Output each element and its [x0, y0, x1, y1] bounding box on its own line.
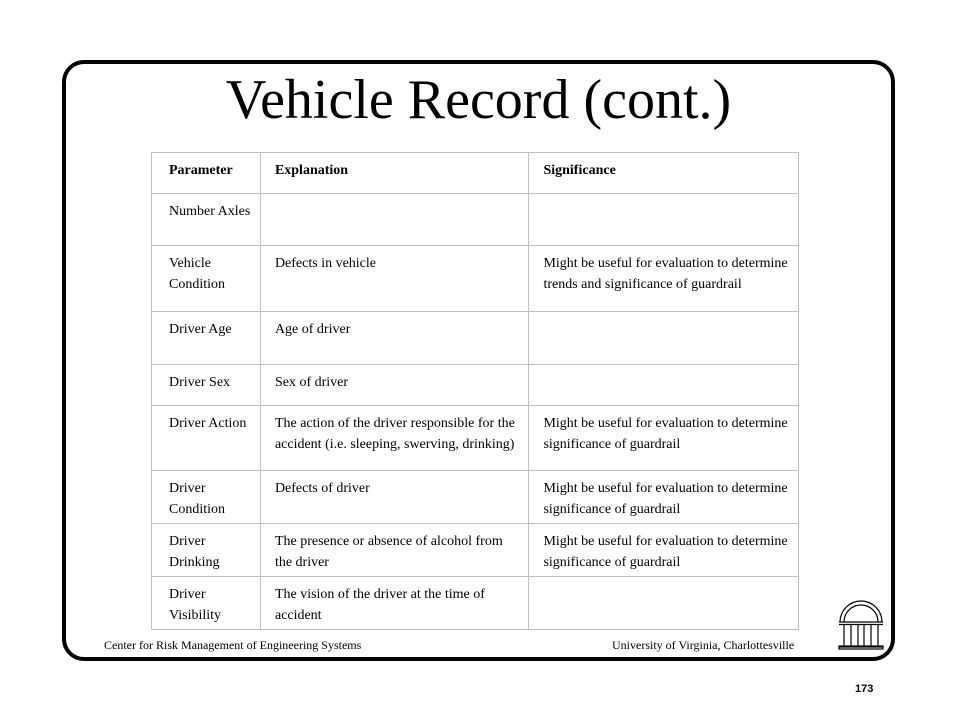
header-significance: Significance — [529, 153, 799, 194]
cell-significance: Might be useful for evaluation to determine trends and significance of guardrail — [529, 246, 799, 312]
cell-explanation: The presence or absence of alcohol from the driver — [260, 524, 529, 577]
table-row — [152, 471, 799, 524]
cell-explanation: The vision of the driver at the time of accident — [260, 577, 529, 630]
cell-explanation: Defects of driver — [260, 471, 529, 524]
cell-parameter: Driver Condition — [152, 471, 261, 524]
cell-significance — [529, 194, 799, 246]
cell-significance — [529, 365, 799, 406]
cell-explanation: Age of driver — [260, 312, 529, 365]
cell-parameter: Driver Age — [152, 312, 261, 365]
cell-significance: Might be useful for evaluation to determine significance of guardrail — [529, 524, 799, 577]
cell-parameter: Driver Sex — [152, 365, 261, 406]
cell-parameter: Number Axles — [152, 194, 261, 246]
slide-title: Vehicle Record (cont.) — [225, 69, 732, 131]
table-row — [152, 365, 799, 406]
cell-explanation — [260, 194, 529, 246]
table-header-row — [152, 153, 799, 194]
footer-organization: Center for Risk Management of Engineering Systems — [104, 638, 362, 652]
table-row — [152, 194, 799, 246]
table-row — [152, 406, 799, 471]
cell-parameter: Vehicle Condition — [152, 246, 261, 312]
rotunda-logo-icon — [836, 598, 886, 650]
cell-significance: Might be useful for evaluation to determine significance of guardrail — [529, 471, 799, 524]
page-number: 173 — [855, 683, 874, 695]
cell-significance — [529, 577, 799, 630]
table-row — [152, 312, 799, 365]
header-parameter: Parameter — [152, 153, 261, 194]
cell-parameter: Driver Visibility — [152, 577, 261, 630]
cell-explanation: The action of the driver responsible for the accident (i.e. sleeping, swerving, drinking) — [260, 406, 529, 471]
vehicle-record-table — [151, 152, 799, 630]
header-explanation: Explanation — [260, 153, 529, 194]
cell-significance: Might be useful for evaluation to determine significance of guardrail — [529, 406, 799, 471]
table-row — [152, 524, 799, 577]
cell-significance — [529, 312, 799, 365]
cell-parameter: Driver Action — [152, 406, 261, 471]
footer-university: University of Virginia, Charlottesville — [612, 638, 795, 652]
table-row — [152, 246, 799, 312]
cell-explanation: Sex of driver — [260, 365, 529, 406]
table-row — [152, 577, 799, 630]
cell-parameter: Driver Drinking — [152, 524, 261, 577]
cell-explanation: Defects in vehicle — [260, 246, 529, 312]
